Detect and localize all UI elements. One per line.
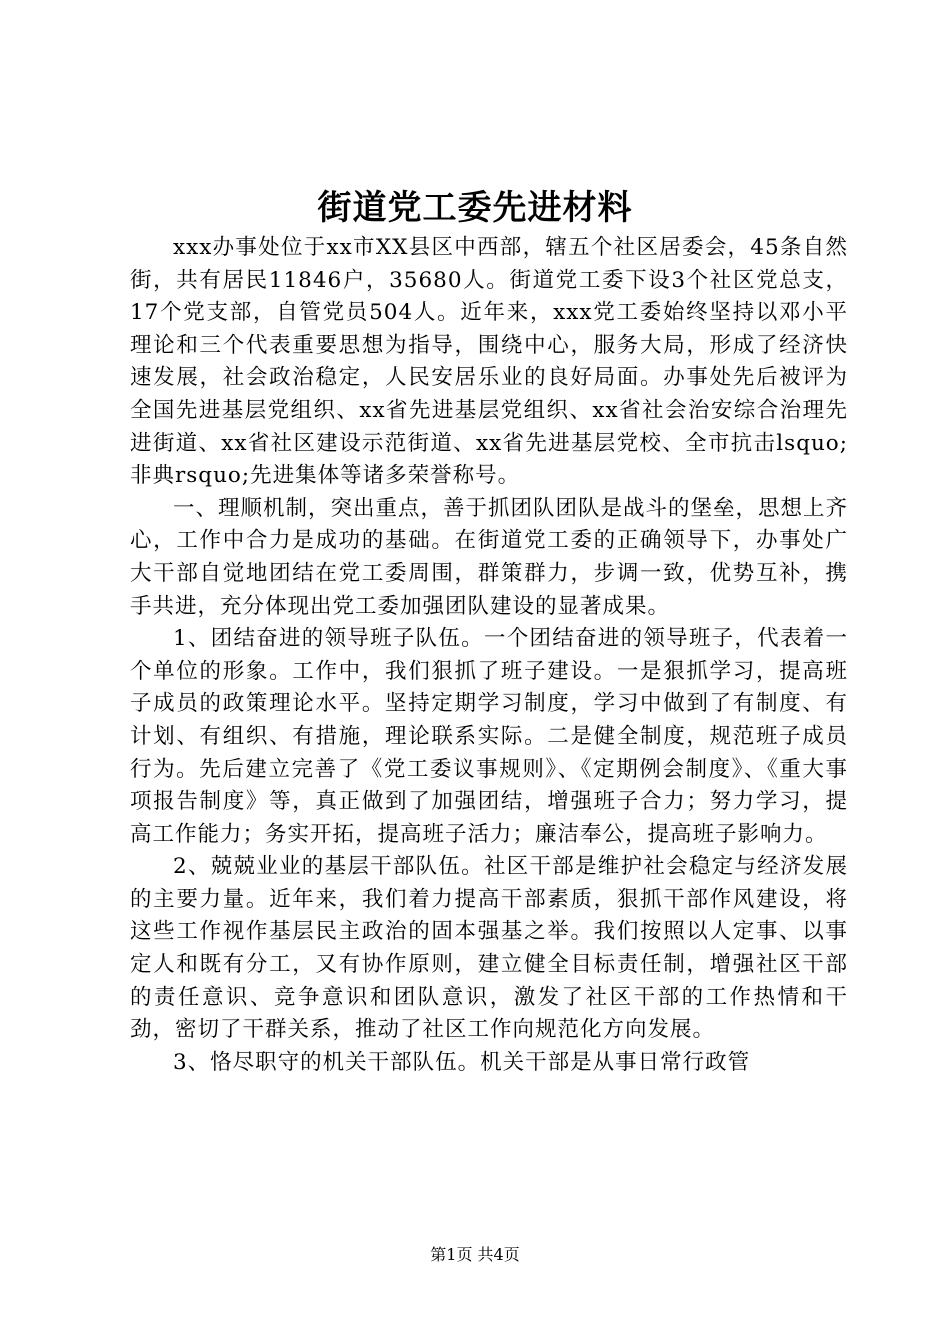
document-title: 街道党工委先进材料 bbox=[317, 188, 633, 228]
page-footer: 第1页 共4页 bbox=[430, 1245, 520, 1264]
document-body bbox=[130, 232, 848, 1079]
paragraph-section-1: 一、理顺机制，突出重点，善于抓团队团队是战斗的堡垒，思想上齐心，工作中合力是成功的基础。在街道党工委的正确领导下，办事处广大干部自觉地团结在党工委周围，群策群力，步调一致，优势互补，携手共进，充分体现出党工委加强团队建设的显著成果。 bbox=[130, 495, 849, 619]
paragraph-item-2: 2、兢兢业业的基层干部队伍。社区干部是维护社会稳定与经济发展的主要力量。近年来，我们着力提高干部素质，狠抓干部作风建设，将这些工作视作基层民主政治的固本强基之举。我们按照以人定事、以事定人和既有分工，又有协作原则，建立健全目标责任制，增强社区干部的责任意识、竞争意识和团队意识，激发了社区干部的工作热情和干劲，密切了干群关系，推动了社区工作向规范化方向发展。 bbox=[130, 854, 848, 1043]
paragraph-intro: xxx办事处位于xx市XX县区中西部，辖五个社区居委会，45条自然街，共有居民11846户，35680人。街道党工委下设3个社区党总支，17个党支部，自管党员504人。近年来，xxx党工委始终坚持以邓小平理论和三个代表重要思想为指导，围绕中心，服务大局，形成了经济快速发展，社会政治稳定，人民安居乐业的良好局面。办事处先后被评为全国先进基层党组织、xx省先进基层党组织、xx省社会治安综合治理先进街道、xx省社区建设示范街道、xx省先进基层党校、全市抗击lsquo;非典rsquo;先进集体等诸多荣誉称号。 bbox=[130, 235, 848, 489]
paragraph-item-1: 1、团结奋进的领导班子队伍。一个团结奋进的领导班子，代表着一个单位的形象。工作中，我们狠抓了班子建设。一是狠抓学习，提高班子成员的政策理论水平。坚持定期学习制度，学习中做到了有制度、有计划、有组织、有措施，理论联系实际。二是健全制度，规范班子成员行为。先后建立完善了《党工委议事规则》、《定期例会制度》、《重大事项报告制度》等，真正做到了加强团结，增强班子合力；努力学习，提高工作能力；务实开拓，提高班子活力；廉洁奉公，提高班子影响力。 bbox=[130, 626, 848, 847]
paragraph-item-3: 3、恪尽职守的机关干部队伍。机关干部是从事日常行政管 bbox=[173, 1049, 751, 1075]
